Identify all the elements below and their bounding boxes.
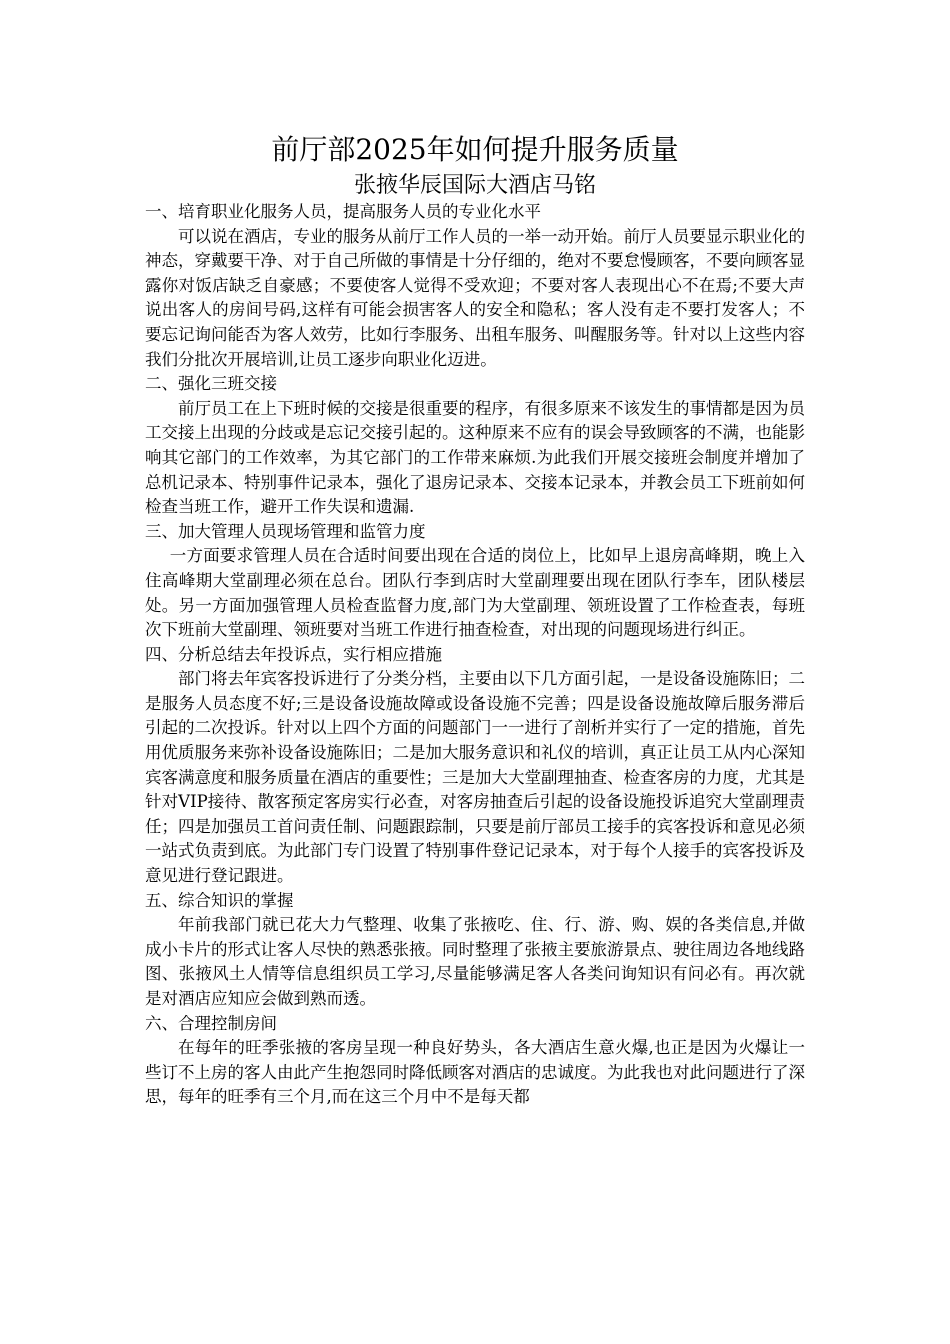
section-heading-1: 一、培育职业化服务人员，提高服务人员的专业化水平 [145, 202, 541, 221]
section-paragraph-1: 可以说在酒店，专业的服务从前厅工作人员的一举一动开始。前厅人员要显示职业化的神态，穿戴要干净、对于自己所做的事情是十分仔细的，绝对不要怠慢顾客，不要向顾客显露你对饭店缺乏自豪感；不要使客人觉得不受欢迎；不要对客人表现出心不在焉;不要大声说出客人的房间号码,这样有可能会损害客人的安全和隐私；客人没有走不要打发客人；不要忘记询问能否为客人效劳，比如行李服务、出租车服务、叫醒服务等。针对以上这些内容我们分批次开展培训,让员工逐步向职业化迈进。 [145, 226, 805, 369]
document-subtitle: 张掖华辰国际大酒店马铭 [353, 173, 596, 198]
section-heading-3: 三、加大管理人员现场管理和监管力度 [145, 521, 426, 541]
document-body [145, 200, 805, 1110]
section-paragraph-6: 在每年的旺季张掖的客房呈现一种良好势头，各大酒店生意火爆,也正是因为火爆让一些订不上房的客人由此产生抱怨同时降低顾客对酒店的忠诚度。为此我也对此问题进行了深思，每年的旺季有三个月,而在这三个月中不是每天都 [145, 1038, 805, 1107]
section-heading-4: 四、分析总结去年投诉点，实行相应措施 [145, 644, 442, 664]
section-paragraph-5: 年前我部门就已花大力气整理、收集了张掖吃、住、行、游、购、娱的各类信息,并做成小卡片的形式让客人尽快的熟悉张掖。同时整理了张掖主要旅游景点、驶往周边各地线路图、张掖风土人情等信息组织员工学习,尽量能够满足客人各类问询知识有问必有。再次就是对酒店应知应会做到熟而透。 [145, 915, 805, 1008]
section-heading-5: 五、综合知识的掌握 [145, 890, 294, 910]
section-paragraph-2: 前厅员工在上下班时候的交接是很重要的程序，有很多原来不该发生的事情都是因为员工交接上出现的分歧或是忘记交接引起的。这种原来不应有的误会导致顾客的不满，也能影响其它部门的工作效率，为其它部门的工作带来麻烦.为此我们开展交接班会制度并增加了总机记录本、特别事件记录本，强化了退房记录本、交接本记录本，并教会员工下班前如何检查当班工作，避开工作失误和遗漏. [145, 398, 805, 517]
section-paragraph-4: 部门将去年宾客投诉进行了分类分档，主要由以下几方面引起，一是设备设施陈旧；二是服务人员态度不好;三是设备设施故障或设备设施不完善；四是设备设施故障后服务滞后引起的二次投诉。针对以上四个方面的问题部门一一进行了剖析并实行了一定的措施，首先用优质服务来弥补设备设施陈旧；二是加大服务意识和礼仪的培训，真正让员工从内心深知宾客满意度和服务质量在酒店的重要性；三是加大大堂副理抽查、检查客房的力度，尤其是针对VIP接待、散客预定客房实行必查，对客房抽查后引起的设备设施投诉追究大堂副理责任；四是加强员工首问责任制、问题跟踪制，只要是前厅部员工接手的宾客投诉和意见必须一站式负责到底。为此部门专门设置了特别事件登记记录本，对于每个人接手的宾客投诉及意见进行登记跟进。 [145, 669, 805, 886]
document-title: 前厅部2025年如何提升服务质量 [271, 133, 679, 166]
section-heading-2: 二、强化三班交接 [145, 374, 277, 394]
section-paragraph-3: 一方面要求管理人员在合适时间要出现在合适的岗位上，比如早上退房高峰期，晚上入住高峰期大堂副理必须在总台。团队行李到店时大堂副理要出现在团队行李车，团队楼层处。另一方面加强管理人员检查监督力度,部门为大堂副理、领班设置了工作检查表，每班次下班前大堂副理、领班要对当班工作进行抽查检查，对出现的问题现场进行纠正。 [145, 546, 805, 640]
section-heading-6: 六、合理控制房间 [145, 1013, 277, 1033]
